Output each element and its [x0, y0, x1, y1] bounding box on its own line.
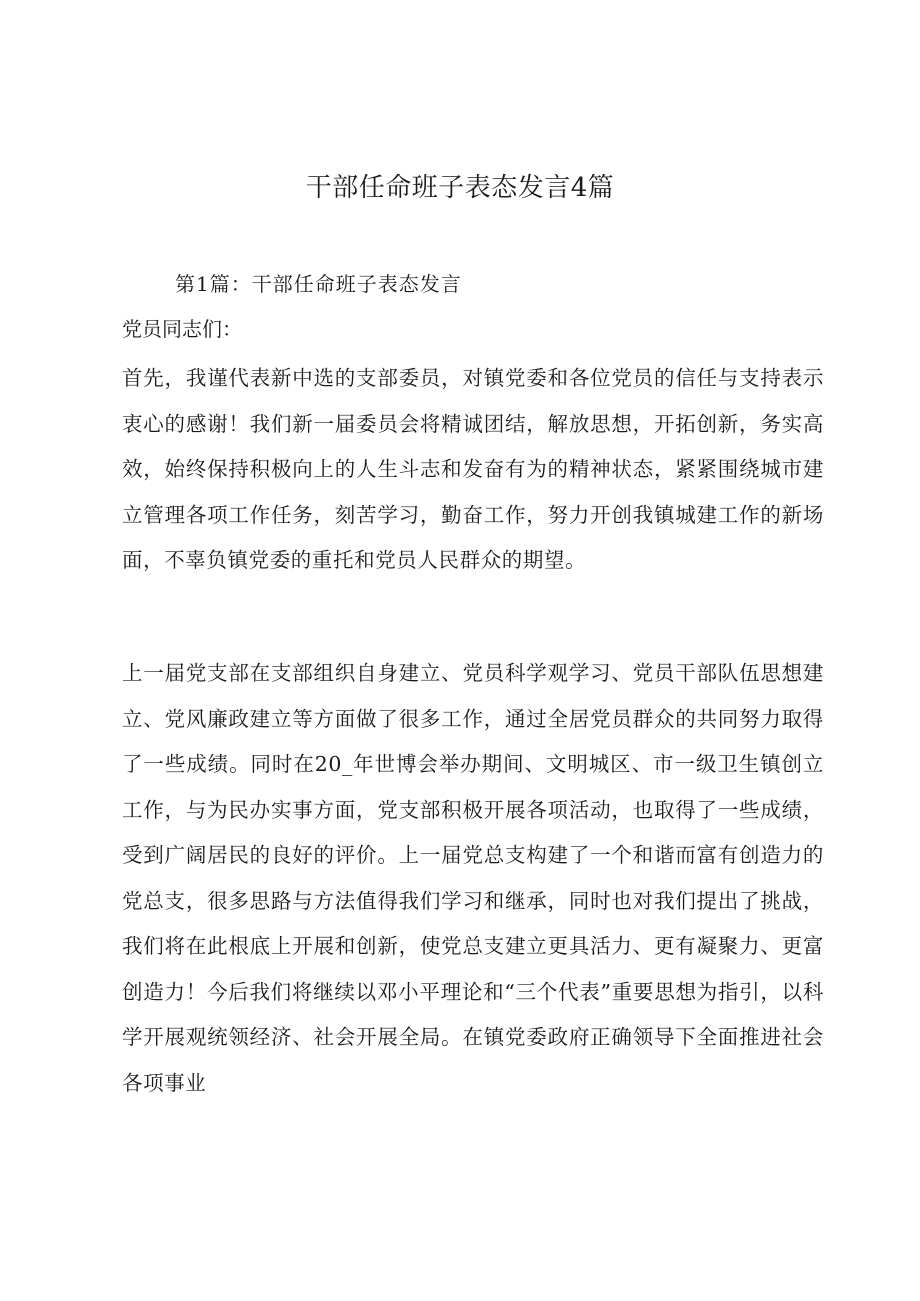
document-title: 干部任命班子表态发言4篇 [305, 173, 615, 203]
body-paragraph: 首先，我谨代表新中选的支部委员，对镇党委和各位党员的信任与支持表示衷心的感谢！我们新一届委员会将精诚团结，解放思想，开拓创新，务实高效，始终保持积极向上的人生斗志和发奋有为的精神状态，紧紧围绕城市建立管理各项工作任务，刻苦学习，勤奋工作，努力开创我镇城建工作的新场面，不辜负镇党委的重托和党员人民群众的期望。 [122, 366, 824, 572]
section-heading: 第1篇：干部任命班子表态发言 [175, 272, 462, 296]
salutation: 党员同志们： [122, 317, 242, 341]
body-paragraph: 上一届党支部在支部组织自身建立、党员科学观学习、党员干部队伍思想建立、党风廉政建立等方面做了很多工作，通过全居党员群众的共同努力取得了一些成绩。同时在20_年世博会举办期间、文明城区、市一级卫生镇创立工作，与为民办实事方面，党支部积极开展各项活动，也取得了一些成绩，受到广阔居民的良好的评价。上一届党总支构建了一个和谐而富有创造力的党总支，很多思路与方法值得我们学习和继承，同时也对我们提出了挑战，我们将在此根底上开展和创新，使党总支建立更具活力、更有凝聚力、更富创造力！今后我们将继续以邓小平理论和“三个代表”重要思想为指引，以科学开展观统领经济、社会开展全局。在镇党委政府正确领导下全面推进社会各项事业 [122, 661, 824, 1095]
